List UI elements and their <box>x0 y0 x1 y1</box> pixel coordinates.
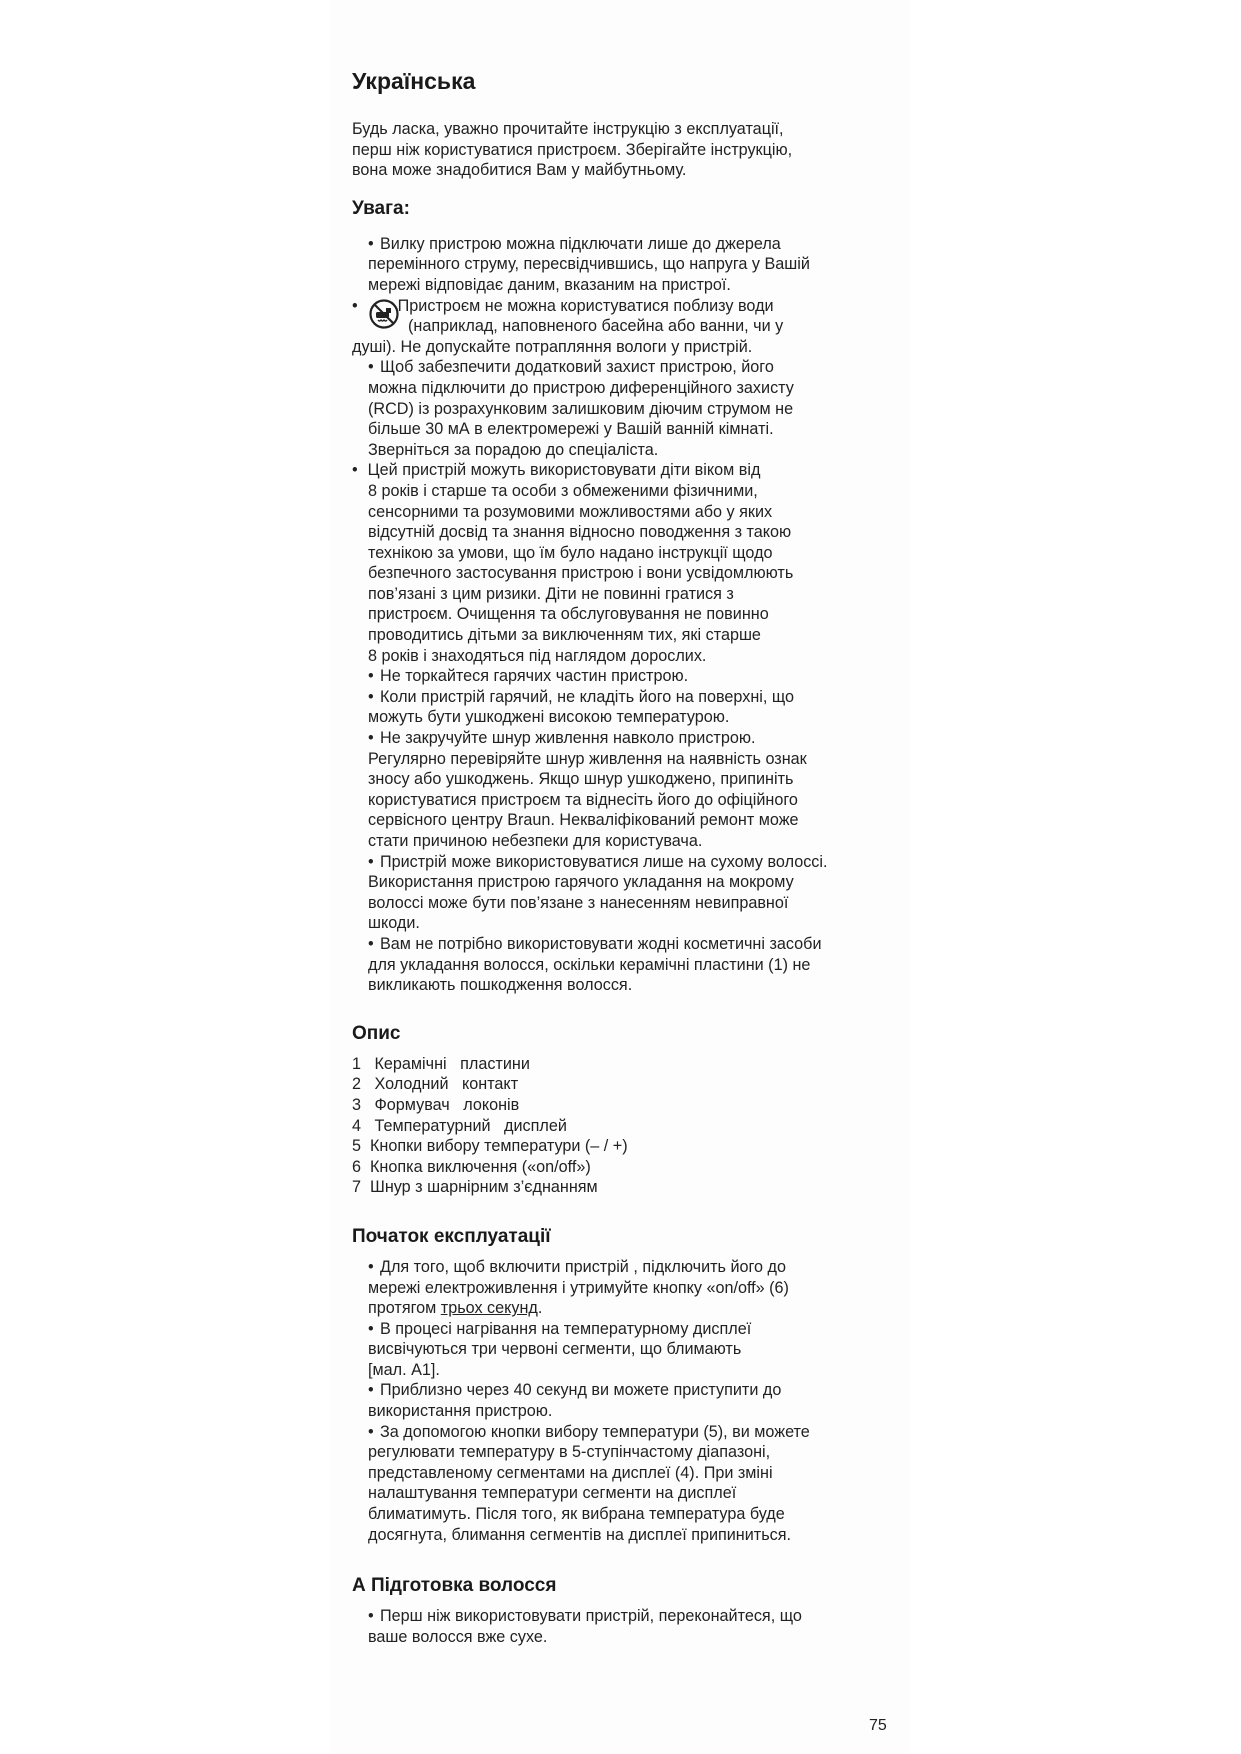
bullet-text: представленому сегментами на дисплеї (4). При зміні <box>368 1463 773 1482</box>
bullet-text: налаштування температури сегменти на дисплеї <box>368 1484 737 1503</box>
bullet-text: більше 30 мА в електромережі у Вашій ванній кімнаті. <box>368 420 774 439</box>
description-item: 7 Шнур з шарнірним з’єднанням <box>352 1178 598 1197</box>
bullet-text: протягом <box>368 1299 441 1318</box>
bullet-text: досягнута, блимання сегментів на дисплеї припиниться. <box>368 1525 791 1544</box>
bullet-marker: • <box>368 1319 374 1338</box>
attention-heading: Увага: <box>352 197 410 219</box>
bullet-text: для укладання волосся, оскільки керамічні пластини (1) не <box>368 955 811 974</box>
bullet-marker: • <box>352 461 358 480</box>
bullet-text: ваше волосся вже сухе. <box>368 1627 548 1646</box>
bullet-text: (RCD) із розрахунковим залишковим діючим струмом не <box>368 399 794 418</box>
attention-bullet-9 <box>352 934 912 996</box>
start-bullet-3 <box>352 1380 912 1421</box>
bullet-marker: • <box>368 687 374 706</box>
attention-bullet-7 <box>352 728 912 852</box>
bullet-text: Регулярно перевіряйте шнур живлення на наявність ознак <box>368 749 807 768</box>
bullet-text: В процесі нагрівання на температурному дисплеї <box>380 1319 752 1338</box>
description-item: 1 Керамічні пластини <box>352 1054 530 1073</box>
bullet-text: Вилку пристрою можна підключати лише до джерела <box>380 234 781 253</box>
bullet-marker: • <box>368 1257 374 1276</box>
bullet-text: відсутній досвід та знання відносно поводження з такою <box>368 523 792 542</box>
bullet-text: Коли пристрій гарячий, не кладіть його на поверхні, що <box>380 687 795 706</box>
bullet-text: пристроєм. Очищення та обслуговування не повинно <box>368 605 769 624</box>
bullet-marker: • <box>368 1422 374 1441</box>
bullet-text: Пристроєм не можна користуватися поблизу води <box>397 296 774 315</box>
bullet-text: регулювати температуру в 5-ступінчастому діапазоні, <box>368 1443 771 1462</box>
bullet-text: викликають пошкодження волосся. <box>368 976 633 995</box>
bullet-text: [мал. А1]. <box>368 1360 440 1379</box>
description-list <box>352 1054 912 1198</box>
attention-bullet-5 <box>352 666 912 687</box>
bullet-text: волоссі може бути пов’язане з нанесенням невиправної <box>368 893 789 912</box>
bullet-text: (наприклад, наповненого басейна або ванни, чи у <box>408 317 784 336</box>
bullet-text: Щоб забезпечити додатковий захист пристрою, його <box>380 358 774 377</box>
bullet-marker: • <box>368 358 374 377</box>
document-body <box>352 68 912 1647</box>
bullet-text: Пристрій може використовуватися лише на сухому волоссі. <box>380 852 828 871</box>
bullet-text: . <box>537 1299 543 1318</box>
bullet-marker: • <box>368 1607 374 1626</box>
intro-paragraph <box>352 119 912 181</box>
description-item: 6 Кнопка виключення («on/off») <box>352 1157 591 1176</box>
description-heading: Опис <box>352 1022 401 1044</box>
bullet-marker: • <box>368 667 374 686</box>
bullet-text: Для того, щоб включити пристрій , підключить його до <box>380 1257 786 1276</box>
attention-bullet-4 <box>352 460 912 666</box>
bullet-text: Використання пристрою гарячого укладання на мокрому <box>368 873 794 892</box>
bullet-marker: • <box>368 234 374 253</box>
bullet-text: висвічуються три червоні сегменти, що блимають <box>368 1340 742 1359</box>
bullet-text: стати причиною небезпеки для користувача. <box>368 832 703 850</box>
description-item: 3 Формувач локонів <box>352 1095 520 1114</box>
bullet-text: проводитись дітьми за виключенням тих, які старше <box>368 626 761 645</box>
attention-bullet-2 <box>352 296 912 358</box>
bullet-text: сенсорними та розумовими можливостями або у яких <box>368 502 773 521</box>
bullet-text: зносу або ушкоджень. Якщо шнур ушкоджено, припиніть <box>368 770 794 789</box>
bullet-text: користуватися пристроєм та віднесіть його до офіційного <box>368 790 798 809</box>
attention-bullet-8 <box>352 852 912 934</box>
bullet-text: можна підключити до пристрою диференційного захисту <box>368 378 794 397</box>
hair-prep-bullet-1 <box>352 1606 912 1647</box>
bullet-text: 8 років і старше та особи з обмеженими фізичними, <box>368 481 758 500</box>
intro-line: перш ніж користуватися пристроєм. Зберігайте інструкцію, <box>352 140 793 159</box>
page-number: 75 <box>869 1717 887 1734</box>
bullet-text: перемінного струму, пересвідчившись, що напруга у Вашій <box>368 255 810 274</box>
bullet-text: Перш ніж використовувати пристрій, переконайтеся, що <box>380 1607 802 1626</box>
attention-bullet-3 <box>352 357 912 460</box>
bullet-text: блиматимуть. Після того, як вибрана температура буде <box>368 1505 785 1524</box>
bullet-text: Цей пристрій можуть використовувати діти віком від <box>367 461 761 480</box>
bullet-text: Вам не потрібно використовувати жодні косметичні засоби <box>380 934 822 953</box>
start-heading: Початок експлуатації <box>352 1225 551 1247</box>
bullet-text: можуть бути ушкоджені високою температурою. <box>368 708 730 727</box>
attention-bullet-1 <box>352 234 912 296</box>
bullet-text: мережі відповідає даним, вказаним на пристрої. <box>368 275 731 294</box>
bullet-text: шкоди. <box>368 914 420 933</box>
no-water-warning-icon <box>368 298 400 330</box>
description-item: 2 Холодний контакт <box>352 1075 519 1094</box>
bullet-text: технікою за умови, що їм було надано інструкції щодо <box>368 543 773 562</box>
description-item: 5 Кнопки вибору температури (– / +) <box>352 1137 628 1156</box>
bullet-text: пов’язані з цим ризики. Діти не повинні гратися з <box>368 584 734 603</box>
intro-line: Будь ласка, уважно прочитайте інструкцію з експлуатації, <box>352 120 784 138</box>
bullet-marker: • <box>368 729 374 748</box>
bullet-text: душі). Не допускайте потрапляння вологи у пристрій. <box>352 337 753 356</box>
start-bullet-4 <box>352 1422 912 1546</box>
underlined-text: трьох секунд <box>440 1299 538 1318</box>
intro-line: вона може знадобитися Вам у майбутньому. <box>352 161 687 180</box>
bullet-text: 8 років і знаходяться під наглядом дорослих. <box>368 646 707 665</box>
bullet-marker: • <box>368 852 374 871</box>
bullet-text: Зверніться за порадою до спеціаліста. <box>368 440 659 459</box>
bullet-text: Не закручуйте шнур живлення навколо пристрою. <box>380 729 756 748</box>
start-bullet-2 <box>352 1319 912 1381</box>
bullet-marker: • <box>368 1381 374 1400</box>
start-bullet-1 <box>352 1257 912 1319</box>
bullet-text: безпечного застосування пристрою і вони усвідомлюють <box>368 564 794 583</box>
bullet-marker: • <box>352 296 358 315</box>
description-item: 4 Температурний дисплей <box>352 1116 567 1135</box>
bullet-text: сервісного центру Braun. Некваліфікований ремонт може <box>368 811 799 830</box>
hair-prep-heading: А Підготовка волосся <box>352 1575 557 1597</box>
page-title: Українська <box>352 68 476 94</box>
bullet-text: За допомогою кнопки вибору температури (5), ви можете <box>380 1422 810 1441</box>
attention-bullet-6 <box>352 687 912 728</box>
bullet-marker: • <box>368 934 374 953</box>
bullet-text: використання пристрою. <box>368 1402 553 1421</box>
bullet-text: мережі електроживлення і утримуйте кнопку «on/off» (6) <box>368 1278 789 1297</box>
bullet-text: Не торкайтеся гарячих частин пристрою. <box>380 667 689 686</box>
bullet-text: Приблизно через 40 секунд ви можете приступити до <box>380 1381 782 1400</box>
